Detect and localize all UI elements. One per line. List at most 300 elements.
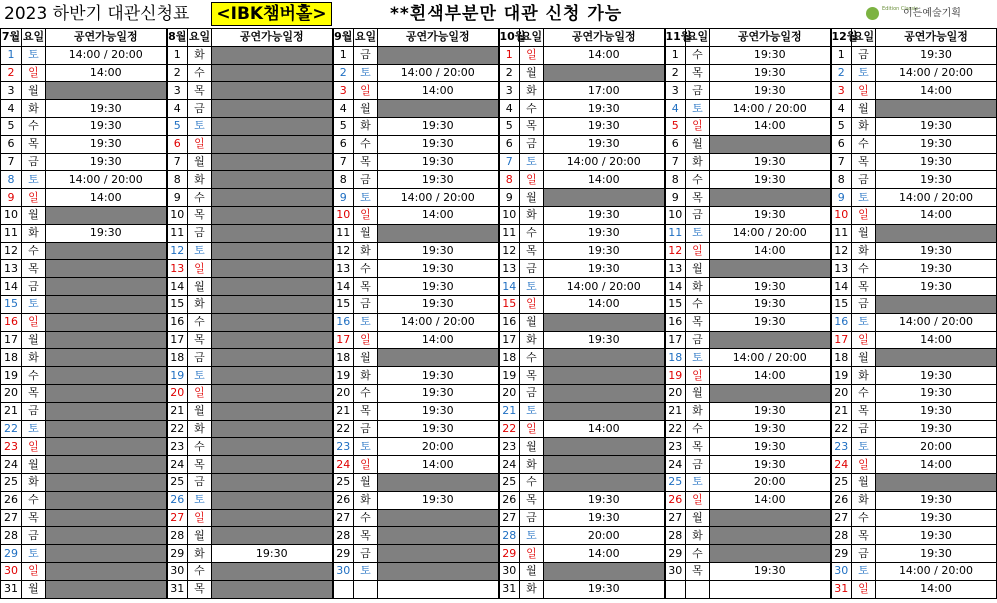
day-number: 11 — [1, 224, 22, 242]
weekday: 토 — [354, 189, 378, 207]
available-slot[interactable]: 19:30 — [378, 135, 499, 153]
weekday: 수 — [354, 384, 378, 402]
weekday: 월 — [22, 456, 46, 474]
available-slot[interactable]: 19:30 — [710, 456, 831, 474]
available-slot[interactable]: 19:30 — [710, 438, 831, 456]
unavailable-slot — [212, 46, 333, 64]
unavailable-slot — [710, 527, 831, 545]
unavailable-slot — [378, 545, 499, 563]
day-number: 16 — [333, 313, 354, 331]
available-slot[interactable]: 20:00 — [544, 527, 665, 545]
table-row — [1, 473, 997, 491]
available-slot[interactable]: 14:00 — [710, 117, 831, 135]
weekday: 화 — [686, 278, 710, 296]
unavailable-slot — [212, 242, 333, 260]
day-number: 20 — [499, 384, 520, 402]
day-number: 24 — [167, 456, 188, 474]
table-row — [1, 580, 997, 598]
available-slot[interactable]: 14:00 — [876, 580, 997, 598]
weekday: 화 — [354, 242, 378, 260]
available-slot[interactable]: 14:00 / 20:00 — [710, 224, 831, 242]
day-number: 9 — [499, 189, 520, 207]
day-number — [333, 580, 354, 598]
day-number: 11 — [831, 224, 852, 242]
weekday: 월 — [188, 402, 212, 420]
available-slot[interactable]: 19:30 — [544, 331, 665, 349]
unavailable-slot — [544, 313, 665, 331]
availability-header: 공연가능일정 — [378, 29, 499, 47]
unavailable-slot — [212, 82, 333, 100]
available-slot[interactable]: 19:30 — [378, 278, 499, 296]
weekday: 수 — [188, 189, 212, 207]
available-slot[interactable]: 14:00 — [710, 242, 831, 260]
day-number: 14 — [1, 278, 22, 296]
available-slot[interactable]: 19:30 — [876, 260, 997, 278]
available-slot[interactable]: 19:30 — [378, 242, 499, 260]
unavailable-slot — [212, 189, 333, 207]
available-slot[interactable]: 19:30 — [876, 491, 997, 509]
month-header: 10월 — [499, 29, 520, 47]
day-number: 8 — [665, 171, 686, 189]
weekday: 토 — [22, 420, 46, 438]
day-number: 31 — [1, 580, 22, 598]
unavailable-slot — [876, 224, 997, 242]
table-row — [1, 527, 997, 545]
available-slot[interactable]: 14:00 — [378, 82, 499, 100]
day-number: 25 — [333, 473, 354, 491]
weekday: 수 — [188, 438, 212, 456]
available-slot[interactable]: 19:30 — [544, 580, 665, 598]
available-slot[interactable]: 19:30 — [46, 135, 167, 153]
unavailable-slot — [212, 278, 333, 296]
day-number: 27 — [499, 509, 520, 527]
available-slot[interactable]: 19:30 — [378, 117, 499, 135]
day-number: 3 — [499, 82, 520, 100]
day-number: 19 — [831, 367, 852, 385]
unavailable-slot — [212, 349, 333, 367]
table-row — [1, 206, 997, 224]
day-number: 5 — [831, 117, 852, 135]
day-number: 26 — [665, 491, 686, 509]
weekday: 금 — [22, 527, 46, 545]
unavailable-slot — [212, 313, 333, 331]
day-number: 21 — [333, 402, 354, 420]
available-slot[interactable]: 19:30 — [876, 242, 997, 260]
available-slot[interactable]: 19:30 — [544, 135, 665, 153]
available-slot[interactable]: 19:30 — [876, 135, 997, 153]
available-slot[interactable]: 20:00 — [876, 438, 997, 456]
day-number: 31 — [167, 580, 188, 598]
weekday: 월 — [188, 278, 212, 296]
day-number: 1 — [831, 46, 852, 64]
available-slot[interactable]: 19:30 — [876, 367, 997, 385]
day-number: 17 — [333, 331, 354, 349]
unavailable-slot — [876, 473, 997, 491]
day-number: 2 — [333, 64, 354, 82]
available-slot[interactable]: 14:00 — [544, 420, 665, 438]
available-slot[interactable]: 14:00 — [46, 64, 167, 82]
available-slot[interactable]: 19:30 — [378, 384, 499, 402]
available-slot[interactable]: 19:30 — [710, 153, 831, 171]
weekday: 일 — [852, 331, 876, 349]
day-number: 12 — [333, 242, 354, 260]
unavailable-slot — [212, 135, 333, 153]
table-row — [1, 420, 997, 438]
available-slot[interactable]: 14:00 / 20:00 — [710, 349, 831, 367]
weekday: 화 — [188, 545, 212, 563]
available-slot[interactable]: 14:00 — [876, 206, 997, 224]
available-slot[interactable]: 19:30 — [876, 46, 997, 64]
available-slot[interactable]: 19:30 — [710, 171, 831, 189]
day-number: 22 — [499, 420, 520, 438]
table-row — [1, 278, 997, 296]
unavailable-slot — [544, 64, 665, 82]
available-slot[interactable]: 14:00 — [876, 331, 997, 349]
day-number: 10 — [167, 206, 188, 224]
weekday: 토 — [22, 171, 46, 189]
day-number: 14 — [665, 278, 686, 296]
day-number: 29 — [499, 545, 520, 563]
available-slot[interactable]: 14:00 — [710, 367, 831, 385]
logo-name: 이든예술기획 — [903, 8, 961, 19]
available-slot[interactable]: 14:00 — [378, 331, 499, 349]
weekday: 목 — [22, 509, 46, 527]
unavailable-slot — [378, 509, 499, 527]
available-slot[interactable]: 19:30 — [212, 545, 333, 563]
available-slot[interactable]: 19:30 — [710, 402, 831, 420]
unavailable-slot — [46, 438, 167, 456]
day-number: 25 — [167, 473, 188, 491]
weekday: 화 — [852, 117, 876, 135]
available-slot[interactable]: 14:00 — [378, 206, 499, 224]
day-number: 27 — [665, 509, 686, 527]
available-slot[interactable]: 14:00 / 20:00 — [876, 562, 997, 580]
available-slot[interactable]: 14:00 — [544, 171, 665, 189]
table-row — [1, 331, 997, 349]
weekday: 수 — [520, 100, 544, 118]
day-number: 20 — [1, 384, 22, 402]
available-slot[interactable]: 19:30 — [876, 153, 997, 171]
weekday: 월 — [686, 135, 710, 153]
weekday: 일 — [188, 260, 212, 278]
unavailable-slot — [46, 331, 167, 349]
weekday: 일 — [188, 135, 212, 153]
day-number: 2 — [499, 64, 520, 82]
weekday: 금 — [354, 46, 378, 64]
available-slot[interactable]: 14:00 — [46, 189, 167, 207]
available-slot[interactable]: 19:30 — [710, 82, 831, 100]
available-slot[interactable]: 14:00 / 20:00 — [710, 100, 831, 118]
day-number: 3 — [665, 82, 686, 100]
available-slot[interactable]: 19:30 — [378, 153, 499, 171]
weekday: 토 — [686, 224, 710, 242]
day-number: 4 — [167, 100, 188, 118]
table-row — [1, 117, 997, 135]
availability-header: 공연가능일정 — [710, 29, 831, 47]
available-slot[interactable]: 19:30 — [876, 117, 997, 135]
available-slot[interactable]: 14:00 / 20:00 — [46, 46, 167, 64]
weekday: 일 — [22, 562, 46, 580]
day-number: 16 — [831, 313, 852, 331]
weekday: 토 — [852, 562, 876, 580]
day-number: 10 — [831, 206, 852, 224]
weekday — [354, 580, 378, 598]
available-slot[interactable]: 19:30 — [378, 260, 499, 278]
available-slot[interactable]: 14:00 / 20:00 — [544, 153, 665, 171]
day-number: 5 — [665, 117, 686, 135]
day-number: 15 — [167, 295, 188, 313]
weekday: 수 — [22, 242, 46, 260]
available-slot[interactable]: 14:00 / 20:00 — [876, 64, 997, 82]
unavailable-slot — [212, 260, 333, 278]
available-slot[interactable]: 14:00 / 20:00 — [378, 64, 499, 82]
day-number: 4 — [333, 100, 354, 118]
weekday: 금 — [188, 224, 212, 242]
day-number: 10 — [333, 206, 354, 224]
table-row — [1, 153, 997, 171]
available-slot[interactable]: 20:00 — [710, 473, 831, 491]
day-number: 4 — [665, 100, 686, 118]
weekday: 금 — [354, 420, 378, 438]
weekday: 금 — [22, 153, 46, 171]
available-slot[interactable]: 19:30 — [876, 420, 997, 438]
available-slot[interactable]: 14:00 / 20:00 — [876, 189, 997, 207]
weekday: 수 — [354, 135, 378, 153]
available-slot[interactable]: 19:30 — [876, 384, 997, 402]
available-slot[interactable]: 19:30 — [378, 491, 499, 509]
available-slot[interactable]: 19:30 — [710, 278, 831, 296]
day-number: 1 — [665, 46, 686, 64]
available-slot[interactable]: 19:30 — [710, 295, 831, 313]
weekday: 일 — [188, 509, 212, 527]
available-slot[interactable]: 19:30 — [46, 153, 167, 171]
weekday: 월 — [22, 82, 46, 100]
weekday: 금 — [686, 456, 710, 474]
unavailable-slot — [710, 189, 831, 207]
day-number: 27 — [333, 509, 354, 527]
weekday: 월 — [22, 206, 46, 224]
weekday: 월 — [520, 562, 544, 580]
weekday: 수 — [852, 135, 876, 153]
available-slot[interactable]: 19:30 — [544, 491, 665, 509]
available-slot[interactable]: 19:30 — [876, 278, 997, 296]
day-number: 20 — [665, 384, 686, 402]
day-number: 27 — [167, 509, 188, 527]
day-number: 4 — [831, 100, 852, 118]
available-slot[interactable]: 19:30 — [876, 171, 997, 189]
weekday: 화 — [852, 367, 876, 385]
day-number: 16 — [167, 313, 188, 331]
unavailable-slot — [212, 224, 333, 242]
day-number: 7 — [333, 153, 354, 171]
weekday: 목 — [520, 242, 544, 260]
day-number: 17 — [1, 331, 22, 349]
available-slot[interactable]: 19:30 — [544, 260, 665, 278]
day-number: 24 — [1, 456, 22, 474]
unavailable-slot — [212, 331, 333, 349]
weekday: 목 — [686, 438, 710, 456]
company-logo — [866, 6, 981, 22]
day-number: 7 — [665, 153, 686, 171]
available-slot[interactable]: 14:00 — [876, 82, 997, 100]
weekday: 화 — [22, 224, 46, 242]
table-row — [1, 562, 997, 580]
weekday: 목 — [520, 117, 544, 135]
weekday: 목 — [852, 153, 876, 171]
day-number: 13 — [665, 260, 686, 278]
day-number: 17 — [665, 331, 686, 349]
weekday: 토 — [520, 527, 544, 545]
weekday: 목 — [22, 384, 46, 402]
available-slot[interactable]: 14:00 — [710, 491, 831, 509]
available-slot[interactable]: 19:30 — [378, 295, 499, 313]
available-slot[interactable]: 19:30 — [876, 402, 997, 420]
day-number: 19 — [333, 367, 354, 385]
day-number: 2 — [665, 64, 686, 82]
available-slot[interactable]: 14:00 — [544, 545, 665, 563]
available-slot[interactable]: 19:30 — [710, 46, 831, 64]
weekday: 월 — [686, 260, 710, 278]
available-slot[interactable]: 19:30 — [544, 242, 665, 260]
unavailable-slot — [46, 82, 167, 100]
logo-mark-icon — [866, 7, 879, 20]
day-number: 30 — [665, 562, 686, 580]
unavailable-slot — [46, 295, 167, 313]
table-row — [1, 171, 997, 189]
day-number: 13 — [499, 260, 520, 278]
unavailable-slot — [544, 384, 665, 402]
weekday: 수 — [22, 117, 46, 135]
available-slot[interactable]: 19:30 — [46, 117, 167, 135]
available-slot[interactable]: 19:30 — [378, 367, 499, 385]
unavailable-slot — [46, 420, 167, 438]
weekday: 토 — [22, 545, 46, 563]
available-slot[interactable]: 14:00 — [544, 46, 665, 64]
day-number: 22 — [167, 420, 188, 438]
available-slot[interactable]: 19:30 — [710, 420, 831, 438]
day-number: 9 — [831, 189, 852, 207]
available-slot[interactable]: 19:30 — [876, 509, 997, 527]
available-slot[interactable]: 19:30 — [378, 171, 499, 189]
day-number: 6 — [665, 135, 686, 153]
available-slot[interactable]: 19:30 — [378, 420, 499, 438]
weekday: 수 — [520, 473, 544, 491]
weekday: 화 — [686, 153, 710, 171]
available-slot[interactable]: 19:30 — [710, 562, 831, 580]
available-slot[interactable]: 19:30 — [544, 206, 665, 224]
weekday: 수 — [520, 349, 544, 367]
available-slot[interactable]: 14:00 / 20:00 — [378, 313, 499, 331]
available-slot[interactable]: 19:30 — [544, 117, 665, 135]
weekday: 수 — [852, 260, 876, 278]
available-slot[interactable]: 19:30 — [876, 545, 997, 563]
weekday — [686, 580, 710, 598]
day-number: 12 — [1, 242, 22, 260]
day-number: 25 — [831, 473, 852, 491]
unavailable-slot — [212, 491, 333, 509]
available-slot[interactable]: 14:00 — [876, 456, 997, 474]
day-number: 20 — [831, 384, 852, 402]
day-number: 27 — [831, 509, 852, 527]
available-slot[interactable]: 19:30 — [710, 206, 831, 224]
unavailable-slot — [876, 349, 997, 367]
weekday: 일 — [354, 206, 378, 224]
available-slot[interactable]: 19:30 — [544, 509, 665, 527]
weekday: 월 — [852, 349, 876, 367]
table-row — [1, 189, 997, 207]
available-slot[interactable]: 14:00 — [378, 456, 499, 474]
day-number: 22 — [665, 420, 686, 438]
day-number: 26 — [1, 491, 22, 509]
unavailable-slot — [378, 527, 499, 545]
weekday: 토 — [354, 313, 378, 331]
weekday: 일 — [520, 171, 544, 189]
weekday: 수 — [686, 545, 710, 563]
unavailable-slot — [46, 473, 167, 491]
weekday: 화 — [354, 367, 378, 385]
available-slot[interactable]: 14:00 / 20:00 — [46, 171, 167, 189]
available-slot[interactable]: 17:00 — [544, 82, 665, 100]
weekday: 토 — [852, 64, 876, 82]
available-slot[interactable]: 14:00 — [544, 295, 665, 313]
unavailable-slot — [544, 402, 665, 420]
available-slot[interactable]: 19:30 — [544, 224, 665, 242]
weekday: 목 — [354, 153, 378, 171]
unavailable-slot — [46, 545, 167, 563]
available-slot[interactable]: 20:00 — [378, 438, 499, 456]
weekday: 월 — [852, 473, 876, 491]
day-number: 22 — [831, 420, 852, 438]
day-number: 26 — [333, 491, 354, 509]
weekday: 월 — [188, 153, 212, 171]
day-number: 6 — [167, 135, 188, 153]
day-number: 14 — [499, 278, 520, 296]
day-number: 3 — [831, 82, 852, 100]
available-slot[interactable]: 19:30 — [710, 313, 831, 331]
day-number: 4 — [1, 100, 22, 118]
available-slot[interactable]: 19:30 — [46, 224, 167, 242]
weekday: 화 — [520, 82, 544, 100]
available-slot[interactable]: 14:00 / 20:00 — [378, 189, 499, 207]
month-header: 11월 — [665, 29, 686, 47]
available-slot[interactable]: 19:30 — [710, 64, 831, 82]
month-header: 9월 — [333, 29, 354, 47]
weekday: 일 — [354, 331, 378, 349]
weekday: 수 — [520, 224, 544, 242]
day-number: 18 — [333, 349, 354, 367]
day-number: 21 — [1, 402, 22, 420]
available-slot[interactable]: 19:30 — [544, 100, 665, 118]
unavailable-slot — [46, 206, 167, 224]
weekday: 금 — [520, 509, 544, 527]
available-slot[interactable]: 19:30 — [46, 100, 167, 118]
unavailable-slot — [544, 189, 665, 207]
day-number: 6 — [333, 135, 354, 153]
table-row — [1, 46, 997, 64]
unavailable-slot — [212, 295, 333, 313]
day-number: 24 — [831, 456, 852, 474]
empty-slot — [378, 580, 499, 598]
unavailable-slot — [212, 527, 333, 545]
weekday: 월 — [686, 509, 710, 527]
available-slot[interactable]: 14:00 / 20:00 — [544, 278, 665, 296]
available-slot[interactable]: 19:30 — [378, 402, 499, 420]
available-slot[interactable]: 14:00 / 20:00 — [876, 313, 997, 331]
weekday: 목 — [188, 206, 212, 224]
day-number: 1 — [1, 46, 22, 64]
weekday: 목 — [520, 491, 544, 509]
available-slot[interactable]: 19:30 — [876, 527, 997, 545]
